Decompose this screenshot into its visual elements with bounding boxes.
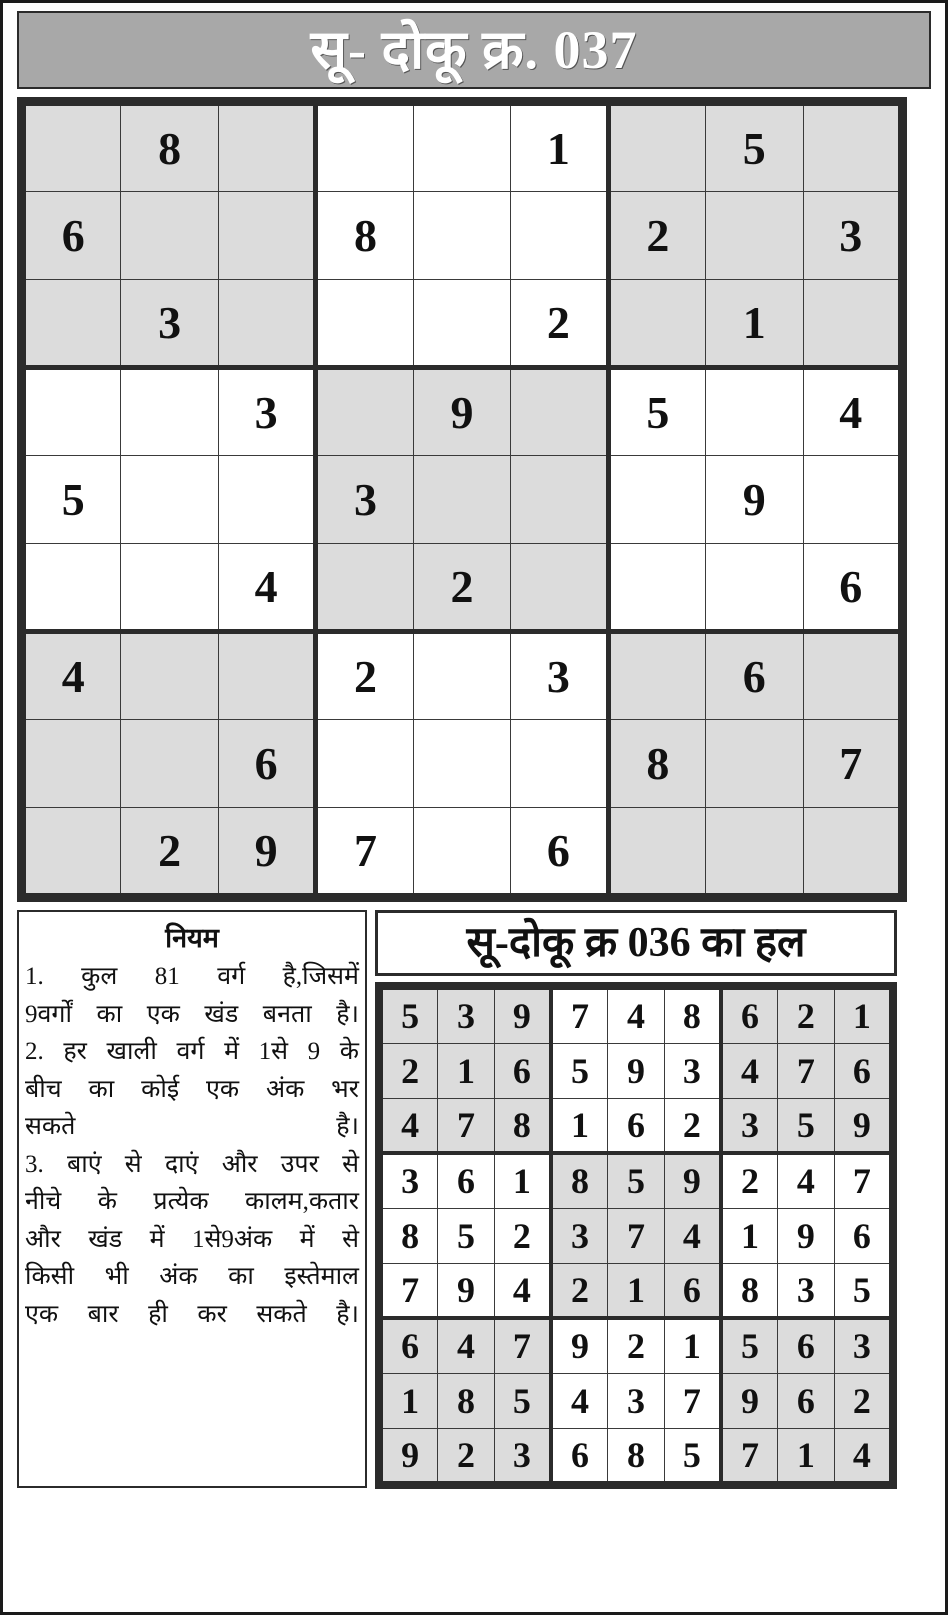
solution-cell: 2 [721, 1153, 778, 1208]
solution-cell: 8 [494, 1098, 551, 1153]
puzzle-cell[interactable] [803, 104, 901, 192]
solution-cell: 4 [778, 1153, 835, 1208]
solution-cell: 6 [721, 988, 778, 1043]
puzzle-cell[interactable] [316, 720, 413, 808]
solution-cell: 5 [438, 1208, 495, 1263]
puzzle-cell[interactable] [413, 280, 510, 368]
puzzle-cell[interactable]: 6 [803, 544, 901, 632]
puzzle-cell[interactable]: 4 [218, 544, 315, 632]
puzzle-cell[interactable]: 9 [706, 456, 803, 544]
table-row [381, 1043, 891, 1098]
puzzle-cell[interactable] [24, 544, 121, 632]
puzzle-cell[interactable]: 6 [706, 632, 803, 720]
solution-cell: 3 [381, 1153, 438, 1208]
solution-cell: 4 [551, 1373, 608, 1428]
solution-cell: 7 [438, 1098, 495, 1153]
solution-cell: 1 [551, 1098, 608, 1153]
solution-cell: 7 [834, 1153, 891, 1208]
puzzle-cell[interactable] [121, 192, 218, 280]
solution-cell: 3 [664, 1043, 721, 1098]
table-row [24, 368, 901, 456]
table-row [24, 192, 901, 280]
puzzle-cell[interactable]: 2 [121, 808, 218, 896]
solution-cell: 9 [778, 1208, 835, 1263]
puzzle-cell[interactable]: 5 [706, 104, 803, 192]
puzzle-cell[interactable]: 8 [608, 720, 705, 808]
solution-cell: 1 [834, 988, 891, 1043]
solution-cell: 7 [551, 988, 608, 1043]
rules-line: बीच का कोई एक अंक भर [25, 1075, 359, 1103]
puzzle-cell[interactable] [413, 632, 510, 720]
solution-cell: 6 [494, 1043, 551, 1098]
solution-cell: 7 [721, 1428, 778, 1483]
puzzle-cell[interactable] [121, 544, 218, 632]
puzzle-cell[interactable] [24, 720, 121, 808]
solution-cell: 4 [608, 988, 665, 1043]
solution-cell: 5 [834, 1263, 891, 1318]
puzzle-cell[interactable]: 9 [218, 808, 315, 896]
solution-cell: 7 [608, 1208, 665, 1263]
rules-line: सकते है। [25, 1113, 359, 1140]
puzzle-cell[interactable] [121, 456, 218, 544]
puzzle-cell[interactable] [803, 632, 901, 720]
rules-line: 1. कुल 81 वर्ग है,जिसमें [25, 963, 359, 990]
puzzle-cell[interactable]: 7 [803, 720, 901, 808]
solution-cell: 5 [608, 1153, 665, 1208]
solution-cell: 4 [721, 1043, 778, 1098]
rules-line: 3. बाएं से दाएं और उपर से [25, 1150, 359, 1178]
solution-cell: 8 [664, 988, 721, 1043]
puzzle-cell[interactable] [121, 368, 218, 456]
puzzle-cell[interactable]: 6 [218, 720, 315, 808]
puzzle-cell[interactable] [803, 808, 901, 896]
solution-cell: 3 [778, 1263, 835, 1318]
solution-cell: 9 [551, 1318, 608, 1373]
puzzle-cell[interactable] [218, 280, 315, 368]
puzzle-cell[interactable] [608, 632, 705, 720]
solution-cell: 9 [438, 1263, 495, 1318]
solution-cell: 9 [664, 1153, 721, 1208]
solution-cell: 7 [664, 1373, 721, 1428]
puzzle-cell[interactable] [511, 456, 608, 544]
puzzle-cell[interactable]: 2 [511, 280, 608, 368]
table-row [381, 1208, 891, 1263]
puzzle-cell[interactable] [218, 632, 315, 720]
solution-cell: 1 [438, 1043, 495, 1098]
puzzle-cell[interactable] [316, 104, 413, 192]
solution-cell: 7 [494, 1318, 551, 1373]
puzzle-cell[interactable] [24, 368, 121, 456]
solution-cell: 4 [834, 1428, 891, 1483]
solution-cell: 2 [438, 1428, 495, 1483]
solution-cell: 2 [778, 988, 835, 1043]
solution-cell: 3 [721, 1098, 778, 1153]
puzzle-cell[interactable]: 7 [316, 808, 413, 896]
puzzle-cell[interactable] [316, 280, 413, 368]
solution-cell: 6 [551, 1428, 608, 1483]
puzzle-cell[interactable] [413, 104, 510, 192]
table-row [24, 808, 901, 896]
puzzle-cell[interactable] [608, 456, 705, 544]
puzzle-cell[interactable]: 6 [511, 808, 608, 896]
puzzle-cell[interactable]: 3 [511, 632, 608, 720]
solution-cell: 8 [381, 1208, 438, 1263]
table-row [381, 988, 891, 1043]
puzzle-cell[interactable] [608, 544, 705, 632]
puzzle-cell[interactable]: 4 [803, 368, 901, 456]
table-row [381, 1318, 891, 1373]
table-row [381, 1098, 891, 1153]
table-row [381, 1153, 891, 1208]
puzzle-cell[interactable]: 3 [121, 280, 218, 368]
puzzle-cell[interactable] [413, 192, 510, 280]
solution-cell: 2 [608, 1318, 665, 1373]
puzzle-cell[interactable] [706, 368, 803, 456]
solution-cell: 2 [381, 1043, 438, 1098]
solution-cell: 3 [438, 988, 495, 1043]
solution-cell: 1 [721, 1208, 778, 1263]
solution-cell: 3 [551, 1208, 608, 1263]
puzzle-cell[interactable] [608, 280, 705, 368]
solution-cell: 5 [551, 1043, 608, 1098]
solution-cell: 9 [494, 988, 551, 1043]
solution-cell: 6 [608, 1098, 665, 1153]
solution-cell: 6 [438, 1153, 495, 1208]
solution-cell: 5 [494, 1373, 551, 1428]
table-row [381, 1428, 891, 1483]
puzzle-cell[interactable] [706, 192, 803, 280]
rules-box [17, 910, 367, 1488]
table-row [24, 104, 901, 192]
puzzle-cell[interactable] [121, 720, 218, 808]
solution-cell: 1 [664, 1318, 721, 1373]
puzzle-cell[interactable] [218, 192, 315, 280]
solution-heading: सू-दोकू क्र 036 का हल [466, 920, 806, 966]
solution-cell: 2 [834, 1373, 891, 1428]
puzzle-cell[interactable]: 9 [413, 368, 510, 456]
rules-line: किसी भी अंक का इस्तेमाल [25, 1263, 359, 1290]
solution-cell: 4 [494, 1263, 551, 1318]
puzzle-cell[interactable]: 5 [24, 456, 121, 544]
table-row [24, 280, 901, 368]
rules-line: 9वर्गों का एक खंड बनता है। [25, 1000, 359, 1028]
puzzle-cell[interactable] [706, 808, 803, 896]
solution-cell: 4 [664, 1208, 721, 1263]
puzzle-cell[interactable] [218, 104, 315, 192]
puzzle-cell[interactable] [24, 104, 121, 192]
solution-cell: 5 [778, 1098, 835, 1153]
puzzle-cell[interactable] [511, 720, 608, 808]
solution-cell: 7 [381, 1263, 438, 1318]
table-row [24, 632, 901, 720]
puzzle-cell[interactable]: 3 [316, 456, 413, 544]
puzzle-cell[interactable]: 2 [413, 544, 510, 632]
solution-cell: 6 [778, 1373, 835, 1428]
puzzle-cell[interactable] [218, 456, 315, 544]
solution-cell: 9 [381, 1428, 438, 1483]
rules-line: 2. हर खाली वर्ग में 1से 9 के [25, 1038, 359, 1065]
solution-cell: 2 [664, 1098, 721, 1153]
solution-cell: 3 [608, 1373, 665, 1428]
puzzle-cell[interactable] [511, 192, 608, 280]
solution-panel [375, 910, 897, 1489]
solution-cell: 9 [721, 1373, 778, 1428]
puzzle-cell[interactable] [803, 456, 901, 544]
puzzle-cell[interactable] [413, 456, 510, 544]
puzzle-cell[interactable] [511, 544, 608, 632]
solution-cell: 8 [438, 1373, 495, 1428]
table-row [24, 720, 901, 808]
puzzle-cell[interactable]: 3 [803, 192, 901, 280]
puzzle-cell[interactable]: 3 [218, 368, 315, 456]
solution-cell: 9 [834, 1098, 891, 1153]
solution-cell: 4 [381, 1098, 438, 1153]
solution-cell: 6 [381, 1318, 438, 1373]
puzzle-table [21, 101, 903, 898]
puzzle-cell[interactable]: 1 [706, 280, 803, 368]
solution-grid [375, 982, 897, 1489]
solution-header [375, 910, 897, 976]
puzzle-cell[interactable]: 2 [608, 192, 705, 280]
puzzle-cell[interactable] [608, 808, 705, 896]
table-row [381, 1263, 891, 1318]
page-title: सू- दोकू क्र. 037 [310, 20, 638, 80]
solution-cell: 1 [778, 1428, 835, 1483]
puzzle-cell[interactable] [706, 720, 803, 808]
puzzle-cell[interactable] [24, 808, 121, 896]
solution-cell: 2 [551, 1263, 608, 1318]
puzzle-cell[interactable]: 6 [24, 192, 121, 280]
puzzle-cell[interactable] [608, 104, 705, 192]
solution-cell: 2 [494, 1208, 551, 1263]
puzzle-cell[interactable]: 1 [511, 104, 608, 192]
solution-cell: 4 [438, 1318, 495, 1373]
solution-cell: 6 [834, 1208, 891, 1263]
solution-cell: 9 [608, 1043, 665, 1098]
puzzle-cell[interactable]: 8 [121, 104, 218, 192]
solution-cell: 8 [608, 1428, 665, 1483]
solution-cell: 1 [381, 1373, 438, 1428]
solution-cell: 5 [721, 1318, 778, 1373]
puzzle-cell[interactable] [316, 368, 413, 456]
rules-line: नीचे के प्रत्येक कालम,कतार [25, 1188, 359, 1215]
puzzle-cell[interactable] [316, 544, 413, 632]
bottom-section [17, 910, 931, 1489]
solution-cell: 1 [608, 1263, 665, 1318]
puzzle-cell[interactable] [413, 720, 510, 808]
solution-table [379, 986, 893, 1485]
puzzle-cell[interactable] [121, 632, 218, 720]
table-row [381, 1373, 891, 1428]
puzzle-cell[interactable] [706, 544, 803, 632]
rules-line: एक बार ही कर सकते है। [25, 1300, 359, 1328]
puzzle-cell[interactable]: 8 [316, 192, 413, 280]
table-row [24, 544, 901, 632]
puzzle-cell[interactable] [24, 280, 121, 368]
title-banner [17, 11, 931, 89]
puzzle-cell[interactable]: 2 [316, 632, 413, 720]
puzzle-grid[interactable] [17, 97, 907, 902]
solution-cell: 5 [664, 1428, 721, 1483]
table-row [24, 456, 901, 544]
rules-line: और खंड में 1से9अंक में से [25, 1225, 359, 1253]
solution-cell: 8 [551, 1153, 608, 1208]
solution-cell: 3 [494, 1428, 551, 1483]
puzzle-cell[interactable] [511, 368, 608, 456]
solution-cell: 6 [778, 1318, 835, 1373]
solution-cell: 3 [834, 1318, 891, 1373]
solution-cell: 1 [494, 1153, 551, 1208]
puzzle-cell[interactable]: 4 [24, 632, 121, 720]
solution-cell: 6 [834, 1043, 891, 1098]
solution-cell: 5 [381, 988, 438, 1043]
puzzle-cell[interactable]: 5 [608, 368, 705, 456]
puzzle-cell[interactable] [803, 280, 901, 368]
rules-heading: नियम [165, 923, 219, 953]
puzzle-cell[interactable] [413, 808, 510, 896]
solution-cell: 6 [664, 1263, 721, 1318]
solution-cell: 7 [778, 1043, 835, 1098]
solution-cell: 8 [721, 1263, 778, 1318]
